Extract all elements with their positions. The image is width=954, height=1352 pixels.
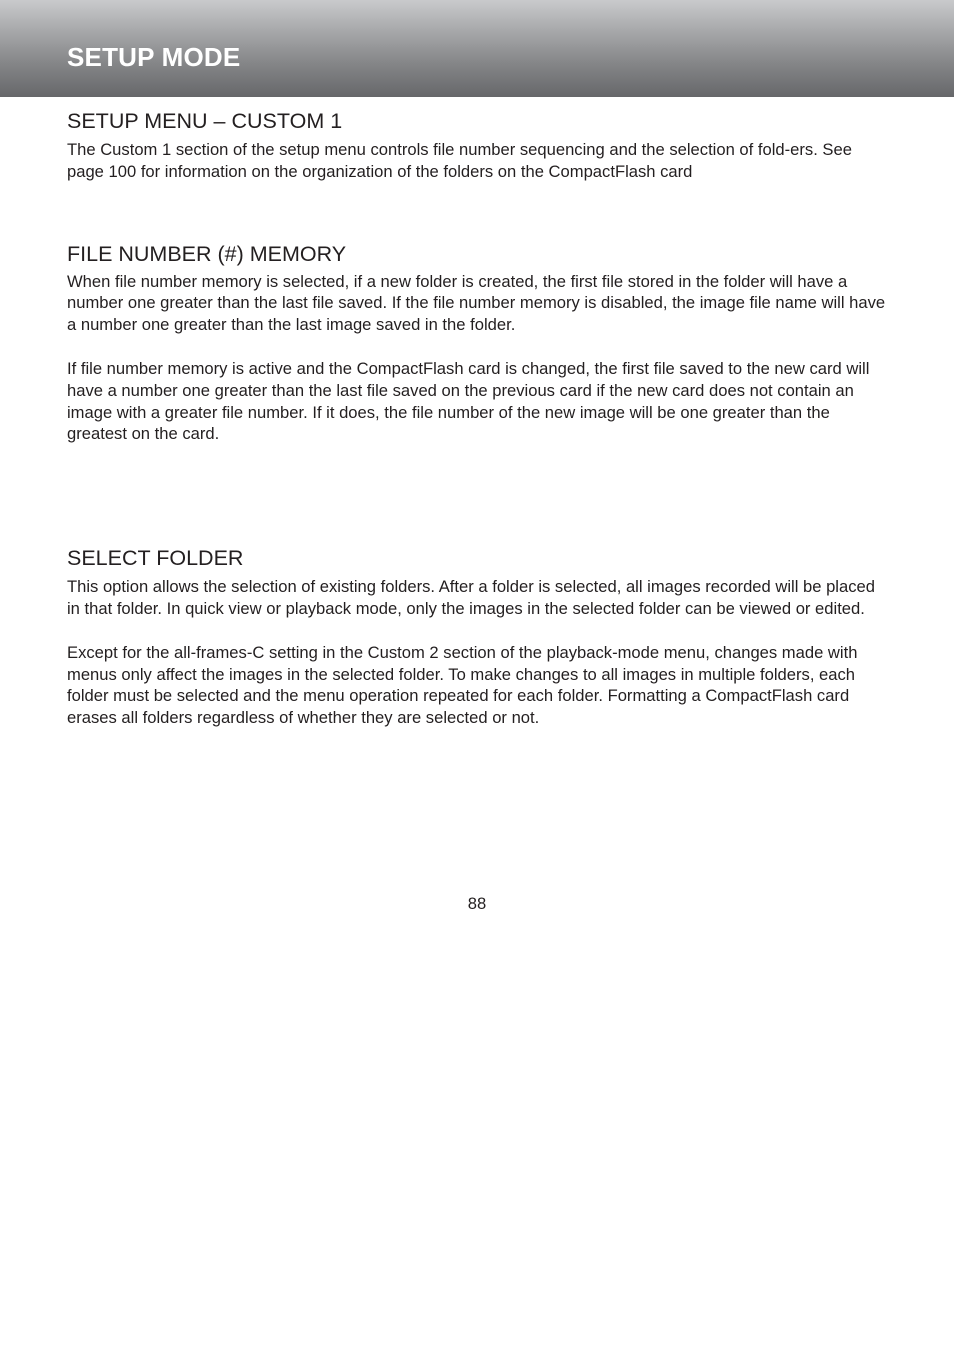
page-title: SETUP MODE <box>67 42 241 72</box>
section-paragraph: When file number memory is selected, if a new folder is created, the first file stored in the folder will have a number one greater than the last file saved. If the file number memory is disabled, the image file name will have a number one greater than the last image saved in the folder. <box>67 271 886 335</box>
section-paragraph: Except for the all-frames-C setting in the Custom 2 section of the playback-mode menu, changes made with menus only affect the images in the selected folder. To make changes to all images in multiple folders, each folder must be selected and the menu operation repeated for each folder. Formatting a CompactFlash card erases all folders regardless of whether they are selected or not. <box>67 642 858 728</box>
header-banner <box>0 0 954 97</box>
page-number: 88 <box>467 894 487 913</box>
section-paragraph: The Custom 1 section of the setup menu controls file number sequencing and the selection of fold-ers. See page 100 for information on the organization of the folders on the CompactFlash card <box>67 140 852 181</box>
section-paragraph: This option allows the selection of existing folders. After a folder is selected, all images recorded will be placed in that folder. In quick view or playback mode, only the images in the selected folder can be viewed or edited. <box>67 577 875 618</box>
section-paragraph: If file number memory is active and the CompactFlash card is changed, the first file saved to the new card will have a number one greater than the last file saved on the previous card if the new card does not contain an image with a greater file number. If it does, the file number of the new image will be one greater than the greatest on the card. <box>67 358 870 444</box>
section-heading-file-number-memory: FILE NUMBER (#) MEMORY <box>67 241 347 266</box>
section-heading-select-folder: SELECT FOLDER <box>67 546 244 571</box>
section-heading-setup-menu-custom-1: SETUP MENU – CUSTOM 1 <box>67 109 343 133</box>
main-content <box>67 107 889 729</box>
